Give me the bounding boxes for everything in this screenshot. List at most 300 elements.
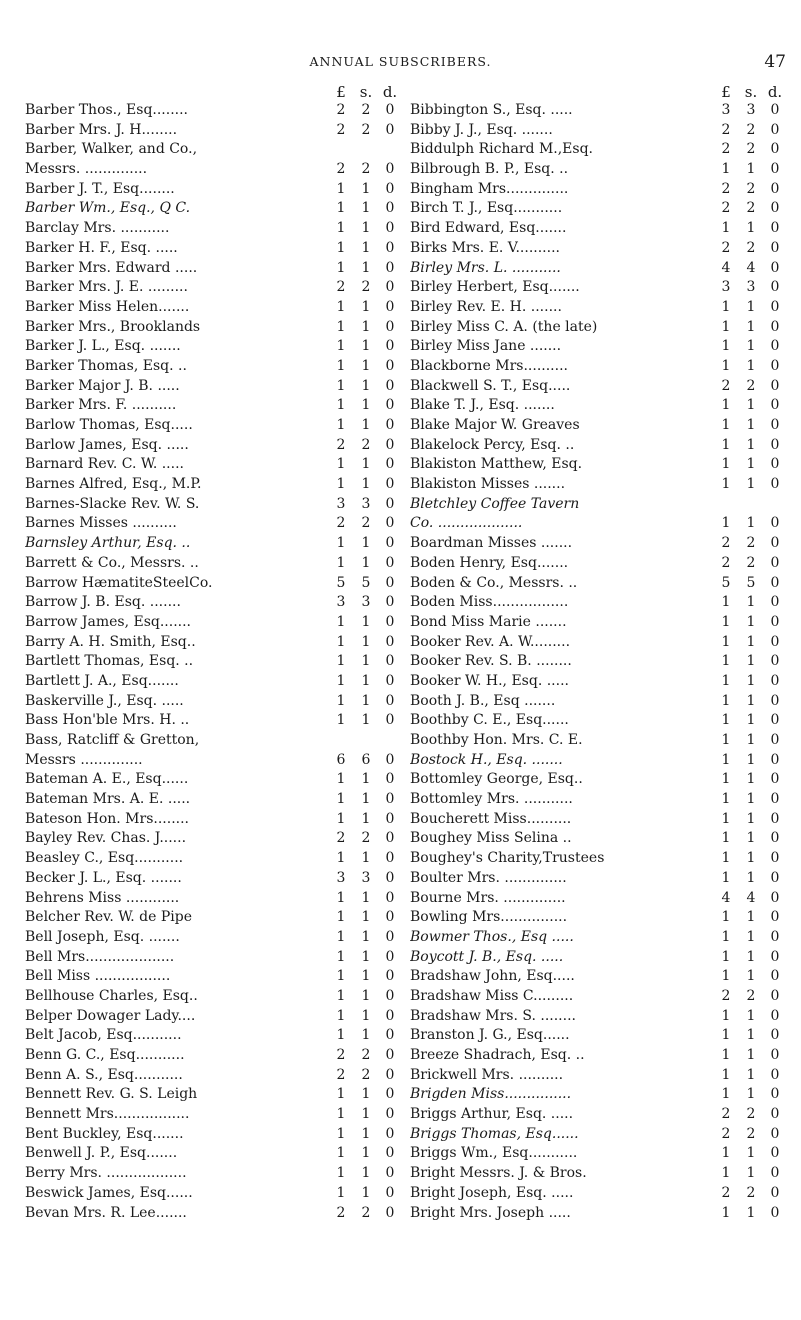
shillings-amount: 2 — [746, 180, 756, 197]
subscriber-name: Barber, Walker, and Co., — [25, 141, 198, 158]
subscriber-row — [25, 416, 403, 436]
shillings-amount: 1 — [746, 830, 756, 847]
subscriber-row — [25, 692, 403, 712]
page-title: ANNUAL SUBSCRIBERS. — [309, 54, 492, 69]
subscriber-row — [25, 593, 403, 613]
shillings-amount: 1 — [746, 397, 756, 414]
pence-amount: 0 — [385, 554, 395, 571]
subscriber-row — [410, 869, 788, 889]
subscriber-row — [410, 889, 788, 909]
subscriber-name: Bright Mrs. Joseph ..... — [410, 1204, 571, 1221]
subscriber-row — [25, 1066, 403, 1086]
pence-header: d. — [382, 83, 398, 101]
shillings-amount: 1 — [746, 712, 756, 729]
subscriber-row — [25, 298, 403, 318]
shillings-amount: 1 — [746, 732, 756, 748]
subscriber-row — [25, 1164, 403, 1184]
shillings-amount: 3 — [361, 495, 371, 512]
pence-amount: 0 — [770, 712, 780, 729]
shillings-amount: 3 — [361, 594, 371, 611]
subscriber-row — [410, 318, 788, 338]
pounds-amount: 1 — [721, 653, 731, 670]
shillings-amount: 2 — [746, 1106, 756, 1123]
pounds-amount: 2 — [721, 1106, 731, 1123]
pounds-amount: 2 — [336, 121, 346, 138]
subscriber-name: Bateman Mrs. A. E. ..... — [25, 791, 191, 808]
pence-amount: 0 — [385, 259, 395, 276]
subscriber-name: Barrett & Co., Messrs. .. — [25, 554, 199, 571]
pounds-amount: 1 — [721, 1086, 731, 1103]
pence-amount: 0 — [385, 1184, 395, 1201]
pounds-amount: 1 — [336, 200, 346, 217]
shillings-amount: 1 — [361, 1125, 371, 1142]
subscriber-name: Barker Thomas, Esq. .. — [25, 357, 187, 374]
pence-amount: 0 — [770, 732, 780, 748]
pence-amount: 0 — [770, 1047, 780, 1063]
shillings-amount: 2 — [746, 1184, 756, 1201]
subscriber-row — [410, 1105, 788, 1125]
subscriber-name: Barker J. L., Esq. ....... — [25, 338, 181, 355]
pence-amount: 0 — [385, 889, 395, 906]
shillings-amount: 1 — [361, 633, 371, 650]
shillings-amount: 1 — [746, 1066, 756, 1083]
subscriber-column-right — [410, 83, 788, 1223]
pounds-amount: 1 — [721, 850, 731, 867]
subscriber-row — [410, 948, 788, 968]
pounds-amount: 1 — [336, 653, 346, 670]
subscriber-name: Barnes Misses .......... — [25, 515, 177, 532]
subscriber-row — [410, 711, 788, 731]
shillings-amount: 1 — [361, 948, 371, 965]
pence-amount: 0 — [385, 909, 395, 926]
shillings-amount: 2 — [746, 200, 756, 217]
pence-amount: 0 — [770, 357, 780, 374]
subscriber-name: Belt Jacob, Esq........... — [25, 1027, 182, 1044]
subscriber-row — [410, 633, 788, 653]
shillings-amount: 2 — [361, 102, 371, 118]
pence-amount: 0 — [770, 672, 780, 689]
subscriber-name: Barker H. F., Esq. ..... — [25, 239, 178, 256]
shillings-amount: 1 — [746, 948, 756, 965]
pence-amount: 0 — [770, 830, 780, 847]
subscriber-row — [410, 1164, 788, 1184]
subscriber-name: Blackborne Mrs.......... — [410, 357, 568, 374]
subscriber-row — [25, 259, 403, 279]
subscriber-name: Bell Miss ................. — [25, 968, 171, 985]
subscriber-name: Bottomley Mrs. ........... — [410, 791, 573, 808]
pence-amount: 0 — [385, 515, 395, 532]
subscriber-name: Branston J. G., Esq...... — [410, 1027, 570, 1044]
subscriber-row — [410, 357, 788, 377]
subscriber-row — [410, 259, 788, 279]
subscriber-name: Barnard Rev. C. W. ..... — [25, 456, 184, 473]
shillings-amount: 1 — [361, 554, 371, 571]
subscriber-name: Bird Edward, Esq....... — [410, 220, 567, 237]
subscriber-name: Barker Miss Helen....... — [25, 298, 190, 315]
subscriber-row — [410, 554, 788, 574]
subscriber-row — [410, 1007, 788, 1027]
pence-amount: 0 — [770, 318, 780, 335]
pence-amount: 0 — [770, 751, 780, 768]
pence-amount: 0 — [770, 436, 780, 453]
pence-amount: 0 — [385, 1145, 395, 1162]
pounds-amount: 1 — [336, 850, 346, 867]
subscriber-name: Birley Herbert, Esq....... — [410, 279, 580, 296]
subscriber-name: Blakelock Percy, Esq. .. — [410, 436, 575, 453]
subscriber-name: Barrow HæmatiteSteelCo. — [25, 574, 213, 591]
pence-amount: 0 — [770, 653, 780, 670]
pence-amount: 0 — [385, 298, 395, 315]
pence-amount: 0 — [770, 791, 780, 808]
shillings-amount: 1 — [746, 456, 756, 473]
subscriber-row — [410, 613, 788, 633]
pence-amount: 0 — [770, 1184, 780, 1201]
shillings-amount: 1 — [746, 869, 756, 886]
subscriber-name: Booth J. B., Esq ....... — [410, 692, 556, 709]
shillings-amount: 4 — [746, 889, 756, 906]
pounds-amount: 3 — [336, 869, 346, 886]
subscriber-name: Boulter Mrs. .............. — [410, 869, 567, 886]
subscriber-row — [410, 790, 788, 810]
pence-amount: 0 — [770, 515, 780, 532]
subscriber-name: Barnsley Arthur, Esq. .. — [25, 535, 191, 552]
subscriber-row — [410, 140, 788, 160]
pounds-amount: 4 — [721, 259, 731, 276]
subscriber-row — [25, 889, 403, 909]
subscriber-name: Bibby J. J., Esq. ....... — [410, 121, 553, 138]
shillings-amount: 1 — [361, 259, 371, 276]
pounds-amount: 1 — [336, 948, 346, 965]
pounds-amount: 1 — [721, 751, 731, 768]
pounds-amount: 1 — [336, 357, 346, 374]
pounds-amount: 1 — [336, 613, 346, 630]
pounds-amount: 1 — [336, 476, 346, 493]
shillings-amount: 1 — [361, 613, 371, 630]
subscriber-row — [410, 101, 788, 121]
shillings-amount: 1 — [746, 850, 756, 867]
shillings-amount: 1 — [746, 1086, 756, 1103]
subscriber-row — [25, 790, 403, 810]
shillings-amount: 3 — [361, 869, 371, 886]
subscriber-name: Bingham Mrs.............. — [410, 180, 569, 197]
shillings-amount: 2 — [746, 554, 756, 571]
pounds-amount: 1 — [721, 633, 731, 650]
shillings-amount: 1 — [746, 909, 756, 926]
subscriber-name: Barrow J. B. Esq. ....... — [25, 594, 181, 611]
subscriber-row — [25, 1105, 403, 1125]
subscriber-name: Barlow Thomas, Esq..... — [25, 417, 193, 433]
pence-amount: 0 — [385, 830, 395, 847]
subscriber-row — [25, 1144, 403, 1164]
shillings-amount: 1 — [746, 1007, 756, 1024]
pence-amount: 0 — [770, 594, 780, 611]
pence-amount: 0 — [770, 889, 780, 906]
subscriber-name: Benwell J. P., Esq....... — [25, 1145, 178, 1162]
pence-amount: 0 — [385, 1086, 395, 1103]
pounds-amount: 2 — [721, 377, 731, 394]
subscriber-name: Barber Mrs. J. H........ — [25, 121, 178, 138]
pence-amount: 0 — [385, 633, 395, 650]
subscriber-row — [25, 829, 403, 849]
pence-amount: 0 — [770, 692, 780, 709]
subscriber-name: Bennett Mrs................. — [25, 1106, 190, 1123]
pence-amount: 0 — [770, 633, 780, 650]
pence-amount: 0 — [770, 200, 780, 217]
subscriber-row — [25, 928, 403, 948]
pounds-amount: 1 — [336, 968, 346, 985]
subscriber-row — [410, 751, 788, 771]
pounds-amount: 1 — [721, 909, 731, 926]
subscriber-row — [410, 239, 788, 259]
pence-amount: 0 — [385, 712, 395, 729]
shillings-amount: 1 — [746, 1027, 756, 1044]
subscriber-row — [25, 1046, 403, 1066]
subscriber-name: Barker Major J. B. ..... — [25, 377, 180, 394]
pounds-amount: 1 — [721, 456, 731, 473]
subscriber-name: Bell Mrs.................... — [25, 948, 175, 965]
pounds-amount: 1 — [721, 613, 731, 630]
pence-amount: 0 — [770, 850, 780, 867]
pence-amount: 0 — [385, 279, 395, 296]
shillings-amount: 1 — [746, 338, 756, 355]
shillings-amount: 1 — [746, 692, 756, 709]
pounds-amount: 1 — [721, 948, 731, 965]
subscriber-name: Barber Thos., Esq........ — [25, 102, 189, 118]
pounds-amount: 1 — [721, 869, 731, 886]
pence-amount: 0 — [385, 594, 395, 611]
pounds-amount: 1 — [336, 692, 346, 709]
shillings-header: s. — [744, 83, 758, 101]
subscriber-row — [410, 574, 788, 594]
pounds-amount: 3 — [336, 495, 346, 512]
subscriber-row — [25, 948, 403, 968]
pence-amount: 0 — [385, 1066, 395, 1083]
pence-amount: 0 — [385, 672, 395, 689]
pence-amount: 0 — [385, 1204, 395, 1221]
subscriber-row — [410, 180, 788, 200]
subscriber-row — [25, 711, 403, 731]
subscriber-name: Bayley Rev. Chas. J...... — [25, 830, 187, 847]
subscriber-row — [410, 1144, 788, 1164]
pence-amount: 0 — [770, 968, 780, 985]
subscriber-name: Bowmer Thos., Esq ..... — [410, 928, 574, 945]
pounds-amount: 2 — [721, 1125, 731, 1142]
subscriber-name: Bass Hon'ble Mrs. H. .. — [25, 712, 190, 729]
pounds-amount: 1 — [336, 771, 346, 788]
pence-amount: 0 — [385, 239, 395, 256]
subscriber-row — [25, 475, 403, 495]
subscriber-row — [25, 770, 403, 790]
pounds-amount: 2 — [721, 121, 731, 138]
shillings-amount: 1 — [746, 751, 756, 768]
pounds-amount: 2 — [336, 1047, 346, 1063]
pence-header: d. — [767, 83, 783, 101]
shillings-amount: 1 — [361, 357, 371, 374]
pounds-amount: 1 — [336, 1125, 346, 1142]
pence-amount: 0 — [385, 476, 395, 493]
shillings-amount: 6 — [361, 751, 371, 768]
subscriber-name: Birley Miss Jane ....... — [410, 338, 562, 355]
subscriber-row — [410, 692, 788, 712]
subscriber-name: Blake Major W. Greaves — [410, 417, 580, 433]
pounds-amount: 1 — [336, 633, 346, 650]
pounds-amount: 1 — [721, 1047, 731, 1063]
shillings-amount: 2 — [746, 377, 756, 394]
pounds-amount: 2 — [721, 239, 731, 256]
pence-amount: 0 — [385, 968, 395, 985]
pounds-amount: 1 — [336, 791, 346, 808]
pounds-amount: 1 — [721, 1027, 731, 1044]
shillings-amount: 1 — [361, 298, 371, 315]
pounds-amount: 1 — [336, 456, 346, 473]
pence-amount: 0 — [770, 141, 780, 158]
subscriber-row — [25, 219, 403, 239]
shillings-amount: 1 — [361, 456, 371, 473]
shillings-amount: 1 — [361, 377, 371, 394]
subscriber-row — [410, 514, 788, 534]
shillings-amount: 1 — [746, 515, 756, 532]
pounds-amount: 2 — [721, 554, 731, 571]
subscriber-name: Beasley C., Esq........... — [25, 850, 184, 867]
pence-amount: 0 — [770, 574, 780, 591]
pounds-header: £ — [721, 83, 731, 101]
pence-amount: 0 — [385, 791, 395, 808]
shillings-amount: 1 — [746, 298, 756, 315]
pounds-amount: 1 — [336, 338, 346, 355]
pence-amount: 0 — [770, 554, 780, 571]
pence-amount: 0 — [385, 200, 395, 217]
pence-amount: 0 — [385, 869, 395, 886]
pence-amount: 0 — [770, 1106, 780, 1123]
pounds-amount: 1 — [721, 417, 731, 433]
subscriber-name: Bartlett J. A., Esq....... — [25, 672, 179, 689]
pounds-amount: 2 — [721, 141, 731, 158]
subscriber-row — [410, 219, 788, 239]
shillings-amount: 2 — [746, 141, 756, 158]
shillings-amount: 1 — [746, 791, 756, 808]
subscriber-row — [25, 613, 403, 633]
pounds-amount: 1 — [721, 594, 731, 611]
subscriber-name: Brickwell Mrs. .......... — [410, 1066, 564, 1083]
pence-amount: 0 — [385, 417, 395, 433]
pence-amount: 0 — [385, 987, 395, 1004]
shillings-amount: 1 — [361, 476, 371, 493]
pence-amount: 0 — [385, 535, 395, 552]
subscriber-row — [25, 652, 403, 672]
subscriber-row — [25, 396, 403, 416]
subscriber-name: Bent Buckley, Esq....... — [25, 1125, 184, 1142]
subscriber-name: Briggs Wm., Esq........... — [410, 1145, 578, 1162]
shillings-amount: 1 — [361, 180, 371, 197]
subscriber-row — [410, 967, 788, 987]
subscriber-row — [410, 199, 788, 219]
pounds-amount: 1 — [721, 968, 731, 985]
subscriber-row — [25, 101, 403, 121]
pence-amount: 0 — [385, 692, 395, 709]
pence-amount: 0 — [385, 751, 395, 768]
pounds-amount: 2 — [336, 102, 346, 118]
subscriber-row — [410, 121, 788, 141]
pence-amount: 0 — [385, 928, 395, 945]
subscriber-row — [410, 593, 788, 613]
subscriber-name: Becker J. L., Esq. ....... — [25, 869, 182, 886]
pounds-amount: 2 — [721, 200, 731, 217]
shillings-amount: 1 — [361, 417, 371, 433]
subscriber-name: Belcher Rev. W. de Pipe — [25, 909, 192, 926]
pounds-header: £ — [336, 83, 346, 101]
subscriber-list-right — [410, 101, 788, 1223]
pounds-amount: 1 — [721, 436, 731, 453]
subscriber-name: Blakiston Matthew, Esq. — [410, 456, 583, 473]
subscriber-name: Bostock H., Esq. ....... — [410, 751, 563, 768]
amount-column-headers — [410, 83, 788, 101]
shillings-amount: 1 — [361, 239, 371, 256]
pounds-amount: 1 — [336, 712, 346, 729]
subscriber-row — [25, 534, 403, 554]
pence-amount: 0 — [385, 850, 395, 867]
pence-amount: 0 — [385, 338, 395, 355]
subscriber-row — [25, 1007, 403, 1027]
pounds-amount: 1 — [721, 298, 731, 315]
pence-amount: 0 — [385, 653, 395, 670]
subscriber-name: Benn G. C., Esq........... — [25, 1047, 185, 1063]
subscriber-name: Barber Wm., Esq., Q C. — [25, 200, 191, 217]
subscriber-row — [25, 318, 403, 338]
subscriber-row — [25, 1125, 403, 1145]
subscriber-name: Barber J. T., Esq........ — [25, 180, 175, 197]
pounds-amount: 1 — [721, 161, 731, 178]
subscriber-row — [410, 160, 788, 180]
shillings-amount: 1 — [746, 1047, 756, 1063]
subscriber-column-left — [25, 83, 403, 1223]
shillings-amount: 2 — [746, 1125, 756, 1142]
pounds-amount: 1 — [336, 810, 346, 827]
pounds-amount: 1 — [336, 909, 346, 926]
shillings-amount: 2 — [361, 515, 371, 532]
pence-amount: 0 — [770, 397, 780, 414]
pence-amount: 0 — [770, 1125, 780, 1142]
subscriber-name: Blackwell S. T., Esq..... — [410, 377, 571, 394]
shillings-amount: 1 — [746, 357, 756, 374]
subscriber-row — [410, 377, 788, 397]
pounds-amount: 1 — [336, 987, 346, 1004]
subscriber-row — [410, 1085, 788, 1105]
shillings-amount: 1 — [361, 850, 371, 867]
pounds-amount: 1 — [336, 220, 346, 237]
pence-amount: 0 — [770, 613, 780, 630]
subscriber-row — [410, 672, 788, 692]
subscriber-row — [410, 1184, 788, 1204]
subscriber-row — [25, 731, 403, 751]
subscriber-row — [410, 475, 788, 495]
pence-amount: 0 — [770, 456, 780, 473]
subscriber-row — [410, 337, 788, 357]
subscriber-row — [25, 967, 403, 987]
pounds-amount: 2 — [336, 830, 346, 847]
shillings-amount: 1 — [746, 653, 756, 670]
subscriber-row — [25, 849, 403, 869]
pence-amount: 0 — [385, 102, 395, 118]
subscriber-row — [410, 1125, 788, 1145]
pounds-amount: 1 — [336, 1165, 346, 1182]
pounds-amount: 2 — [721, 535, 731, 552]
subscriber-row — [25, 436, 403, 456]
pounds-amount: 1 — [721, 220, 731, 237]
subscriber-name: Barlow James, Esq. ..... — [25, 436, 189, 453]
subscriber-name: Bourne Mrs. .............. — [410, 889, 566, 906]
shillings-amount: 1 — [746, 436, 756, 453]
pence-amount: 0 — [385, 121, 395, 138]
